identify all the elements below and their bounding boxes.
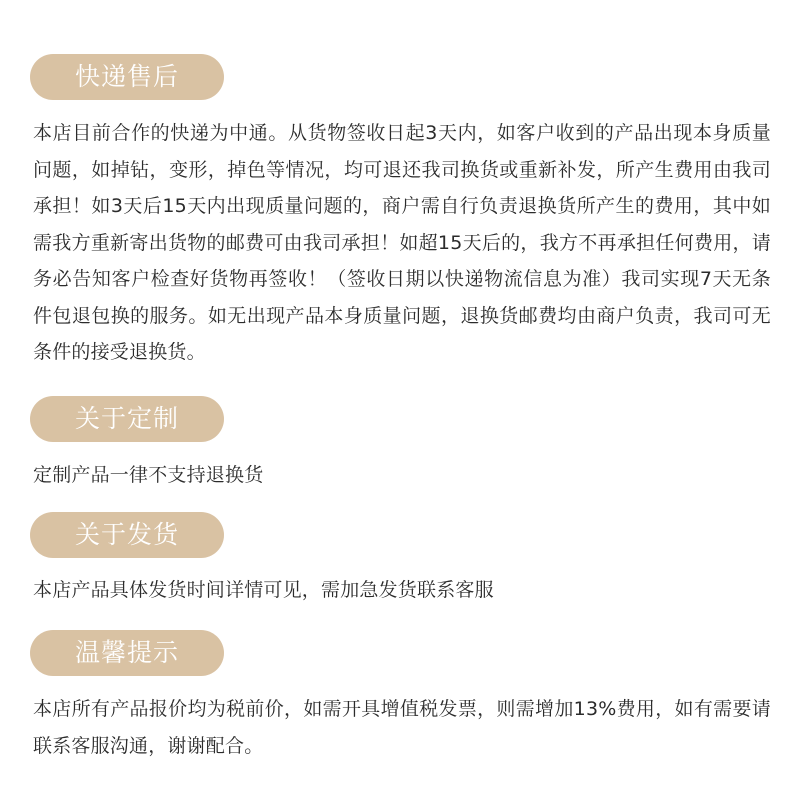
section-title-badge: 温馨提示 xyxy=(30,630,224,676)
section-title-badge: 快递售后 xyxy=(30,54,224,100)
section-body-text: 定制产品一律不支持退换货 xyxy=(33,464,264,486)
section-body-text: 本店产品具体发货时间详情可见，需加急发货联系客服 xyxy=(33,579,494,601)
section-body-text: 本店所有产品报价均为税前价，如需开具增值税发票，则需增加13%费用，如有需要请联系客服沟通，谢谢配合。 xyxy=(33,698,771,757)
section-title-badge: 关于发货 xyxy=(30,512,224,558)
section-body-text: 本店目前合作的快递为中通。从货物签收日起3天内，如客户收到的产品出现本身质量问题，如掉钻，变形，掉色等情况，均可退还我司换货或重新补发，所产生费用由我司承担！如3天后15天内出现质量问题的，商户需自行负责退换货所产生的费用，其中如需我方重新寄出货物的邮费可由我司承担！如超15天后的，我方不再承担任何费用，请务必告知客户检查好货物再签收！（签收日期以快递物流信息为准）我司实现7天无条件包退包换的服务。如无出现产品本身质量问题，退换货邮费均由商户负责，我司可无条件的接受退换货。 xyxy=(33,122,771,363)
section-title-badge: 关于定制 xyxy=(30,396,224,442)
